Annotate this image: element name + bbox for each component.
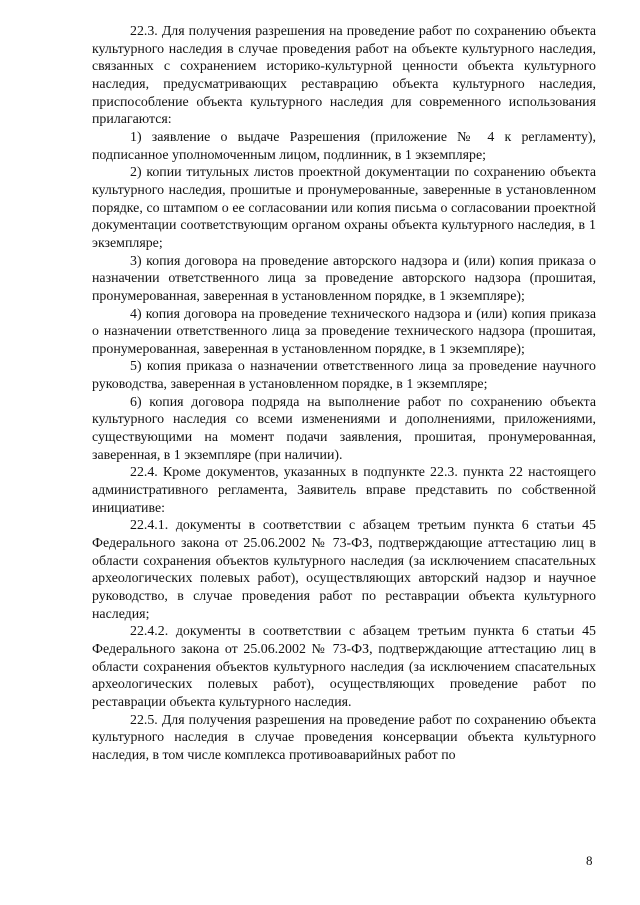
paragraph-22-4-1: 22.4.1. документы в соответствии с абзацем третьим пункта 6 статьи 45 Федерального закона от 25.06.2002 № 73-ФЗ, подтверждающие аттестацию лиц в области сохранения объектов культурного наследия (за исключением спасательных археологических полевых работ), осуществляющих авторский надзор и научное руководство, в случае проведения работ по реставрации объекта культурного наследия; [92, 518, 596, 622]
list-item-3: 3) копия договора на проведение авторского надзора и (или) копия приказа о назначении ответственного лица за проведение авторского надзора (прошитая, пронумерованная, заверенная в установленном порядке, в 1 экземпляре); [92, 253, 596, 304]
list-item-4: 4) копия договора на проведение технического надзора и (или) копия приказа о назначении ответственного лица за проведение технического надзора (прошитая, пронумерованная, заверенная в установленном порядке, в 1 экземпляре); [92, 306, 596, 357]
body-text [92, 23, 596, 765]
list-item-6: 6) копия договора подряда на выполнение работ по сохранению объекта культурного наследия со всеми изменениями и дополнениями, приложениями, существующими на момент подачи заявления, прошитая, пронумерованная, заверенная, в 1 экземпляре (при наличии). [92, 394, 596, 463]
paragraph-22-5: 22.5. Для получения разрешения на проведение работ по сохранению объекта культурного наследия в случае проведения консервации объекта культурного наследия, в том числе комплекса противоаварийных работ по [92, 712, 596, 763]
paragraph-22-4-2: 22.4.2. документы в соответствии с абзацем третьим пункта 6 статьи 45 Федерального закона от 25.06.2002 № 73-ФЗ, подтверждающие аттестацию лиц в области сохранения объектов культурного наследия (за исключением спасательных археологических полевых работ), осуществляющих проведение работ по реставрации объекта культурного наследия. [92, 624, 596, 710]
page-number: 8 [586, 853, 593, 868]
list-item-1: 1) заявление о выдаче Разрешения (приложение № 4 к регламенту), подписанное уполномоченным лицом, подлинник, в 1 экземпляре; [92, 129, 596, 163]
list-item-2: 2) копии титульных листов проектной документации по сохранению объекта культурного наследия, прошитые и пронумерованные, заверенные в установленном порядке, со штампом о ее согласовании или копия письма о согласовании проектной документации соответствующим органом охраны объекта культурного наследия, в 1 экземпляре; [92, 165, 596, 251]
paragraph-22-3: 22.3. Для получения разрешения на проведение работ по сохранению объекта культурного наследия в случае проведения работ на объекте культурного наследия, связанных с сохранением историко-культурной ценности объекта культурного наследия, предусматривающих реставрацию объекта культурного наследия, приспособление объекта культурного наследия для современного использования прилагаются: [92, 24, 596, 128]
paragraph-22-4: 22.4. Кроме документов, указанных в подпункте 22.3. пункта 22 настоящего административного регламента, Заявитель вправе представить по собственной инициативе: [92, 465, 596, 516]
list-item-5: 5) копия приказа о назначении ответственного лица за проведение научного руководства, заверенная в установленном порядке, в 1 экземпляре; [92, 359, 596, 393]
